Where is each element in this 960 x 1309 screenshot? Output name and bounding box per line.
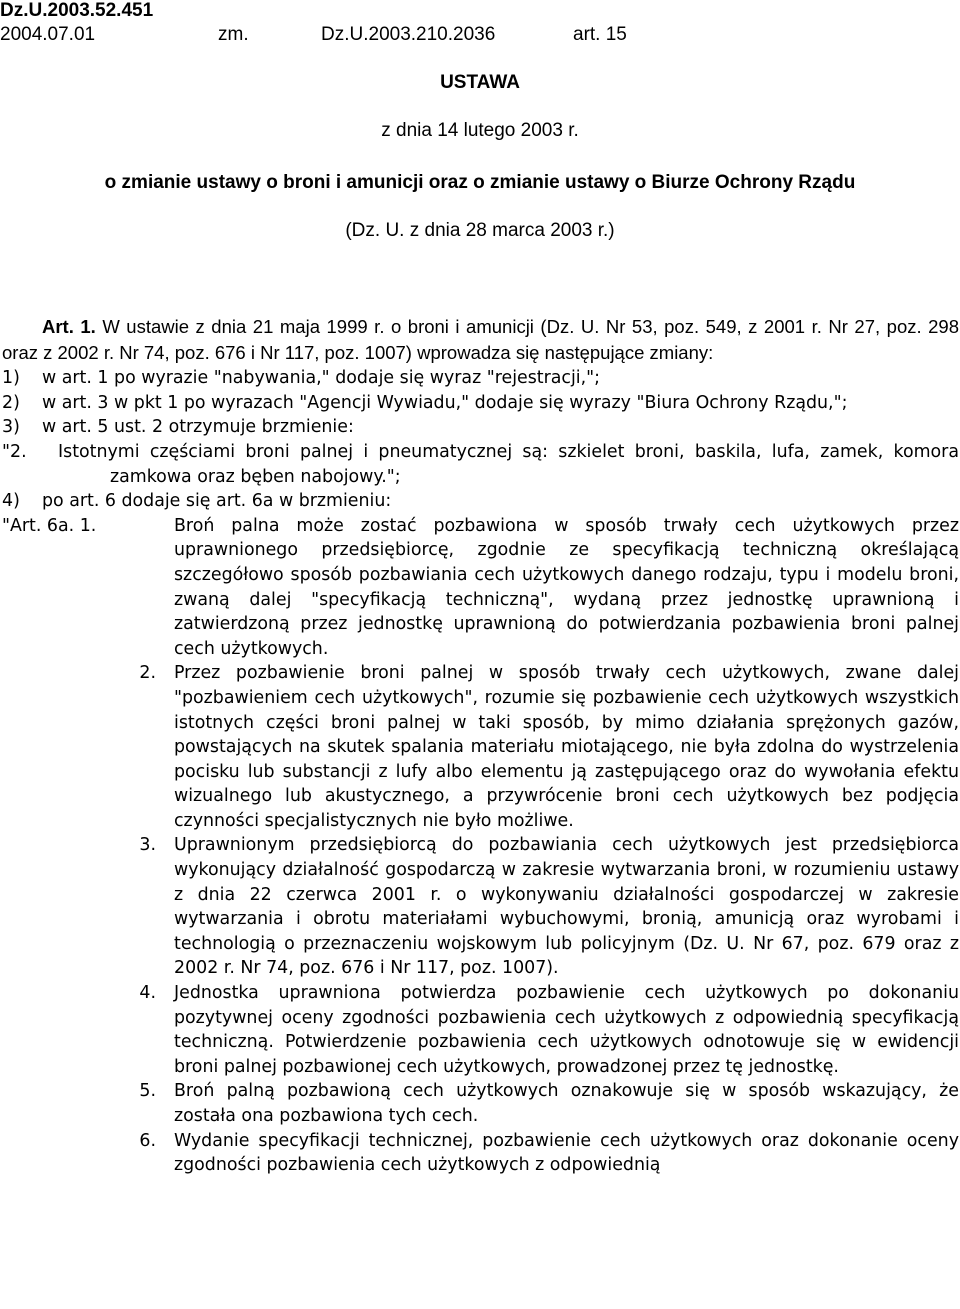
list-item: 4) po art. 6 dodaje się art. 6a w brzmieniu: <box>2 491 392 512</box>
header-art: art. 15 <box>573 24 627 45</box>
list-item: 1) w art. 1 po wyrazie "nabywania," dodaje się wyraz "rejestracji,"; <box>2 368 601 389</box>
header-amend-ref: Dz.U.2003.210.2036 <box>321 24 496 45</box>
article-6a-point: 5. Broń palną pozbawioną cech użytkowych oznakowuje się w sposób wskazujący, że została ona pozbawiona tych cech. <box>139 1081 959 1126</box>
article-1-intro <box>2 315 959 366</box>
list-item: 3) w art. 5 ust. 2 otrzymuje brzmienie: <box>2 417 354 438</box>
doc-date: z dnia 14 lutego 2003 r. <box>381 120 579 141</box>
quote-paragraph-2: "2. Istotnymi częściami broni palnej i pneumatycznej są: szkielet broni, baskila, lufa, zamek, komora zamkowa oraz bęben nabojowy."; <box>2 441 959 487</box>
article-1-intro-text: W ustawie z dnia 21 maja 1999 r. o broni i amunicji (Dz. U. Nr 53, poz. 549, z 2001 r. Nr 27, poz. 298 oraz z 2002 r. Nr 74, poz. 676 i Nr 117, poz. 1007) wprowadza się następujące zmiany: <box>2 316 959 363</box>
article-6a-point: "Art. 6a. 1. Broń palna może zostać pozbawiona w sposób trwały cech użytkowych przez uprawnionego przedsiębiorcę, zgodnie ze specyfikacją techniczną określającą szczegółowo sposób pozbawiania cech użytkowych danego rodzaju, typu i modelu broni, zwaną dalej "specyfikacją techniczną", wydaną przez jednostkę uprawnioną i zatwierdzoną przez jednostkę uprawnioną do potwierdzania pozbawienia broni palnej cech użytkowych. <box>2 515 959 659</box>
article-6a-point: 6. Wydanie specyfikacji technicznej, pozbawienie cech użytkowych oraz dokonanie oceny zgodności pozbawienia cech użytkowych z odpowiednią <box>139 1130 959 1176</box>
article-6a-point: 2. Przez pozbawienie broni palnej w sposób trwały cech użytkowych, zwane dalej "pozbawieniem cech użytkowych", rozumie się pozbawienie cech użytkowych wszystkich istotnych części broni palnej w taki sposób, by mimo działania sprężonych gazów, powstających na skutek spalania materiału miotającego, nie była zdolna do wystrzelenia pocisku lub substancji z lufy albo elementu ją zastępującego oraz do wywołania efektu wizualnego lub akustycznego, a przywrócenie broni cech użytkowych bez podjęcia czynności specjalistycznych nie było możliwe. <box>139 663 959 831</box>
doc-subject: o zmianie ustawy o broni i amunicji oraz o zmianie ustawy o Biurze Ochrony Rządu <box>104 172 856 193</box>
header-date: 2004.07.01 <box>0 24 96 45</box>
list-item: 2) w art. 3 w pkt 1 po wyrazach "Agencji Wywiadu," dodaje się wyrazy "Biura Ochrony Rządu,"; <box>2 392 848 413</box>
article-6a-point: 4. Jednostka uprawniona potwierdza pozbawienie cech użytkowych po dokonaniu pozytywnej oceny zgodności pozbawienia cech użytkowych z odpowiednią specyfikacją techniczną. Potwierdzenie pozbawienia cech użytkowych odnotowuje się w ewidencji broni palnej pozbawionej cech użytkowych, prowadzonej przez tę jednostkę. <box>139 983 959 1077</box>
doc-type-title: USTAWA <box>440 72 520 93</box>
article-6a-label: "Art. 6a. <box>2 515 75 536</box>
header-zm: zm. <box>218 24 249 45</box>
header-ref: Dz.U.2003.52.451 <box>0 0 154 21</box>
doc-publication: (Dz. U. z dnia 28 marca 2003 r.) <box>345 220 615 241</box>
article-1-label: Art. 1. <box>42 316 96 337</box>
article-body <box>2 315 959 1178</box>
article-6a-point: 3. Uprawnionym przedsiębiorcą do pozbawiania cech użytkowych jest przedsiębiorca wykonujący działalność gospodarczą w zakresie wytwarzania broni, w rozumieniu ustawy z dnia 22 czerwca 2001 r. o wykonywaniu działalności gospodarczej w zakresie wytwarzania i obrotu materiałami wybuchowymi, bronią, amunicją oraz wyrobami i technologią o przeznaczeniu wojskowym lub policyjnym (Dz. U. Nr 67, poz. 679 oraz z 2002 r. Nr 74, poz. 676 i Nr 117, poz. 1007). <box>139 835 959 979</box>
